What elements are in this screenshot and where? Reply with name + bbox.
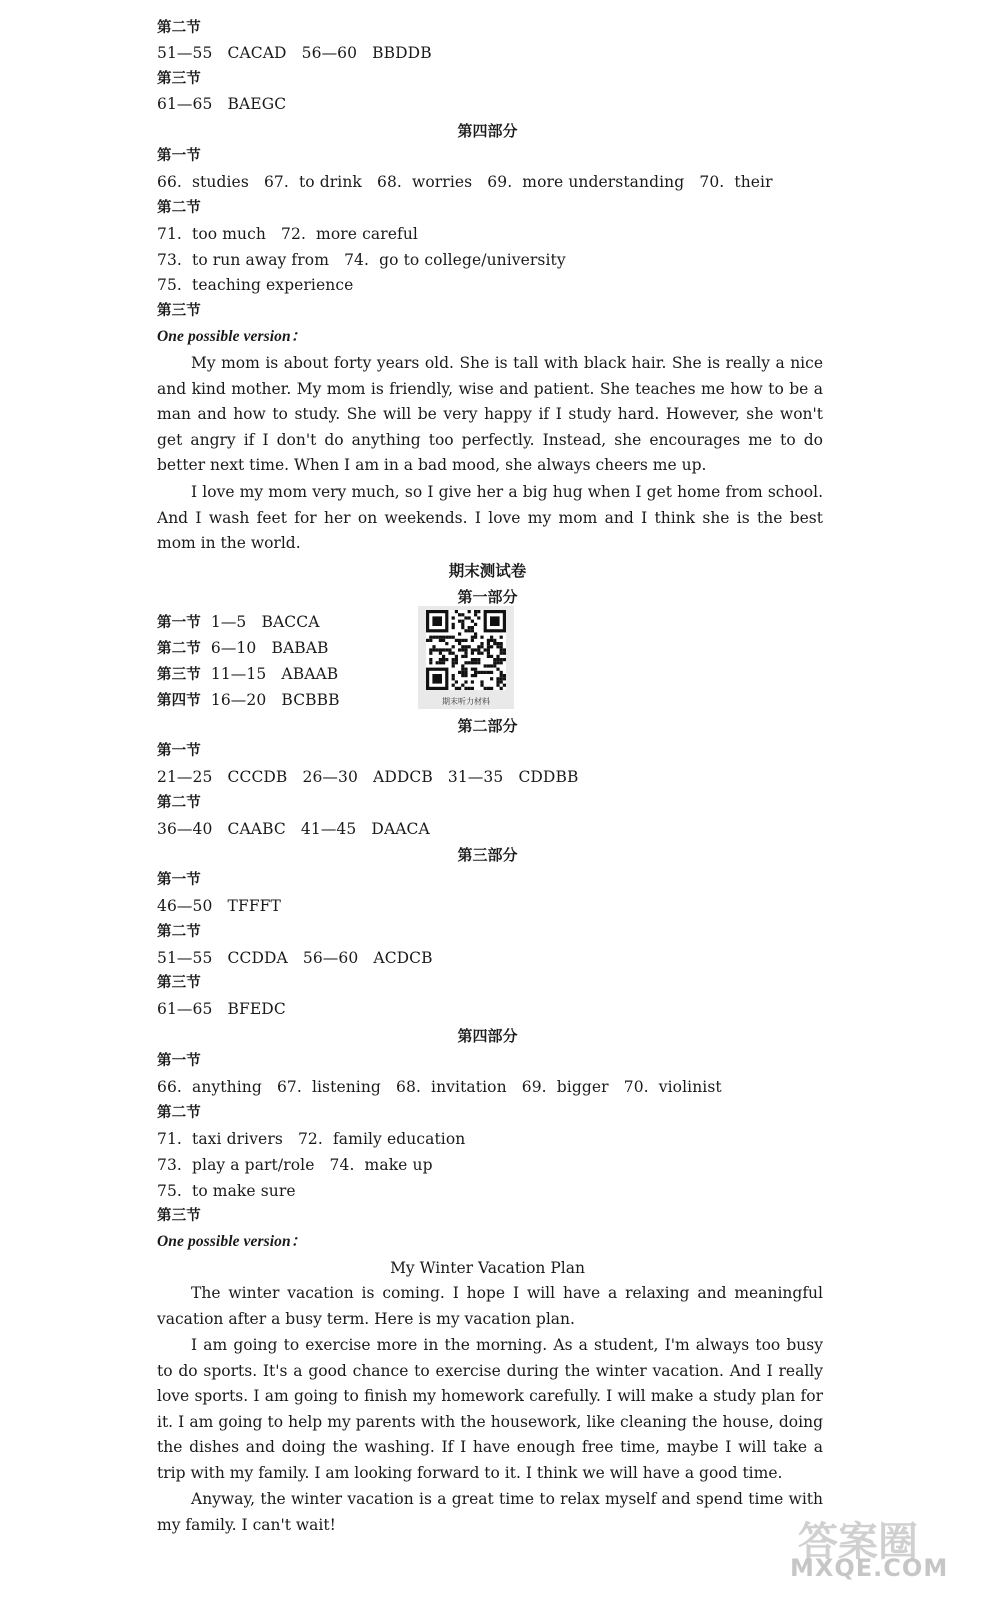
answer-line: 73. play a part/role 74. make up — [157, 1156, 433, 1174]
essay-paragraph: Anyway, the winter vacation is a great time to relax myself and spend time with my family. I can't wait! — [157, 1490, 823, 1534]
section-label: 第二节 — [157, 641, 201, 657]
answer-range: 1—5 — [210, 613, 247, 631]
answer-line: 75. to make sure — [157, 1182, 296, 1200]
essay-paragraph: The winter vacation is coming. I hope I will have a relaxing and meaningful vacation after a busy term. Here is my vacation plan. — [157, 1284, 823, 1328]
answer-line: 21—25 CCCDB 26—30 ADDCB 31—35 CDDBB — [157, 768, 579, 786]
section-label: 第一节 — [157, 872, 201, 888]
section-label: 第二节 — [157, 20, 201, 36]
watermark-text: 答案圈 — [798, 1519, 918, 1565]
watermark-url: MXQE.COM — [790, 1554, 949, 1582]
answer-line: 75. teaching experience — [157, 276, 354, 294]
qr-code[interactable] — [418, 606, 514, 709]
qr-code-icon — [426, 610, 506, 690]
answer-letters: BABAB — [271, 639, 329, 657]
answer-line: 71. taxi drivers 72. family education — [157, 1130, 466, 1148]
answer-row — [157, 612, 320, 633]
answer-line: 36—40 CAABC 41—45 DAACA — [157, 820, 430, 838]
watermark-logo — [790, 1510, 990, 1590]
section-label: 第一节 — [157, 743, 201, 759]
section-label: 第四节 — [157, 693, 201, 709]
answer-line: 71. too much 72. more careful — [157, 225, 418, 243]
exam-title: 期末测试卷 — [448, 562, 527, 580]
answer-letters: BACCA — [261, 613, 320, 631]
answer-line: 51—55 CCDDA 56—60 ACDCB — [157, 949, 433, 967]
section-label: 第二节 — [157, 1105, 201, 1121]
essay-paragraph: I love my mom very much, so I give her a big hug when I get home from school. And I wash feet for her on weekends. I love my mom and I think she is the best mom in the world. — [157, 483, 823, 553]
answer-row — [157, 638, 329, 659]
section-label: 第三节 — [157, 1208, 201, 1224]
section-label: 第二节 — [157, 795, 201, 811]
section-label: 第一节 — [157, 148, 201, 164]
section-label: 第三节 — [157, 303, 201, 319]
part-heading: 第一部分 — [457, 588, 518, 606]
answer-row — [157, 664, 338, 685]
answer-line: 66. anything 67. listening 68. invitation 69. bigger 70. violinist — [157, 1078, 722, 1096]
answer-range: 11—15 — [210, 665, 267, 683]
qr-caption: 期末听力材料 — [442, 697, 490, 706]
part-heading: 第四部分 — [457, 122, 518, 140]
essay-paragraph: My mom is about forty years old. She is tall with black hair. She is really a nice and kind mother. My mom is friendly, wise and patient. She teaches me how to be a man and how to study. She will be very happy if I study hard. However, she won't get angry if I don't do anything too perfectly. Instead, she encourages me to do better next time. When I am in a bad mood, she always cheers me up. — [157, 354, 823, 475]
answer-line: 73. to run away from 74. go to college/university — [157, 251, 566, 269]
essay-title: My Winter Vacation Plan — [390, 1259, 585, 1277]
part-heading: 第二部分 — [457, 717, 518, 735]
part-heading: 第三部分 — [457, 846, 518, 864]
answer-line: 66. studies 67. to drink 68. worries 69. more understanding 70. their — [157, 173, 773, 191]
answer-range: 16—20 — [210, 691, 267, 709]
essay-paragraph: I am going to exercise more in the morning. As a student, I'm always too busy to do sports. It's a good chance to exercise during the winter vacation. And I really love sports. I am going to finish my homework carefully. I will make a study plan for it. I am going to help my parents with the housework, like cleaning the house, doing the dishes and doing the washing. If I have enough free time, maybe I will take a trip with my family. I am looking forward to it. I think we will have a good time. — [157, 1336, 823, 1482]
section-label: 第三节 — [157, 975, 201, 991]
section-label: 第三节 — [157, 667, 201, 683]
version-label: One possible version： — [157, 1233, 307, 1250]
part-heading: 第四部分 — [457, 1027, 518, 1045]
version-label: One possible version： — [157, 328, 307, 345]
section-label: 第二节 — [157, 200, 201, 216]
answer-line: 61—65 BFEDC — [157, 1000, 286, 1018]
section-label: 第三节 — [157, 71, 201, 87]
answer-row — [157, 690, 340, 711]
section-label: 第一节 — [157, 615, 201, 631]
answer-letters: ABAAB — [281, 665, 339, 683]
answer-line: 51—55 CACAD 56—60 BBDDB — [157, 44, 432, 62]
answer-range: 6—10 — [210, 639, 257, 657]
section-label: 第一节 — [157, 1053, 201, 1069]
answer-line: 46—50 TFFFT — [157, 897, 281, 915]
answer-letters: BCBBB — [281, 691, 340, 709]
answer-line: 61—65 BAEGC — [157, 95, 287, 113]
section-label: 第二节 — [157, 924, 201, 940]
